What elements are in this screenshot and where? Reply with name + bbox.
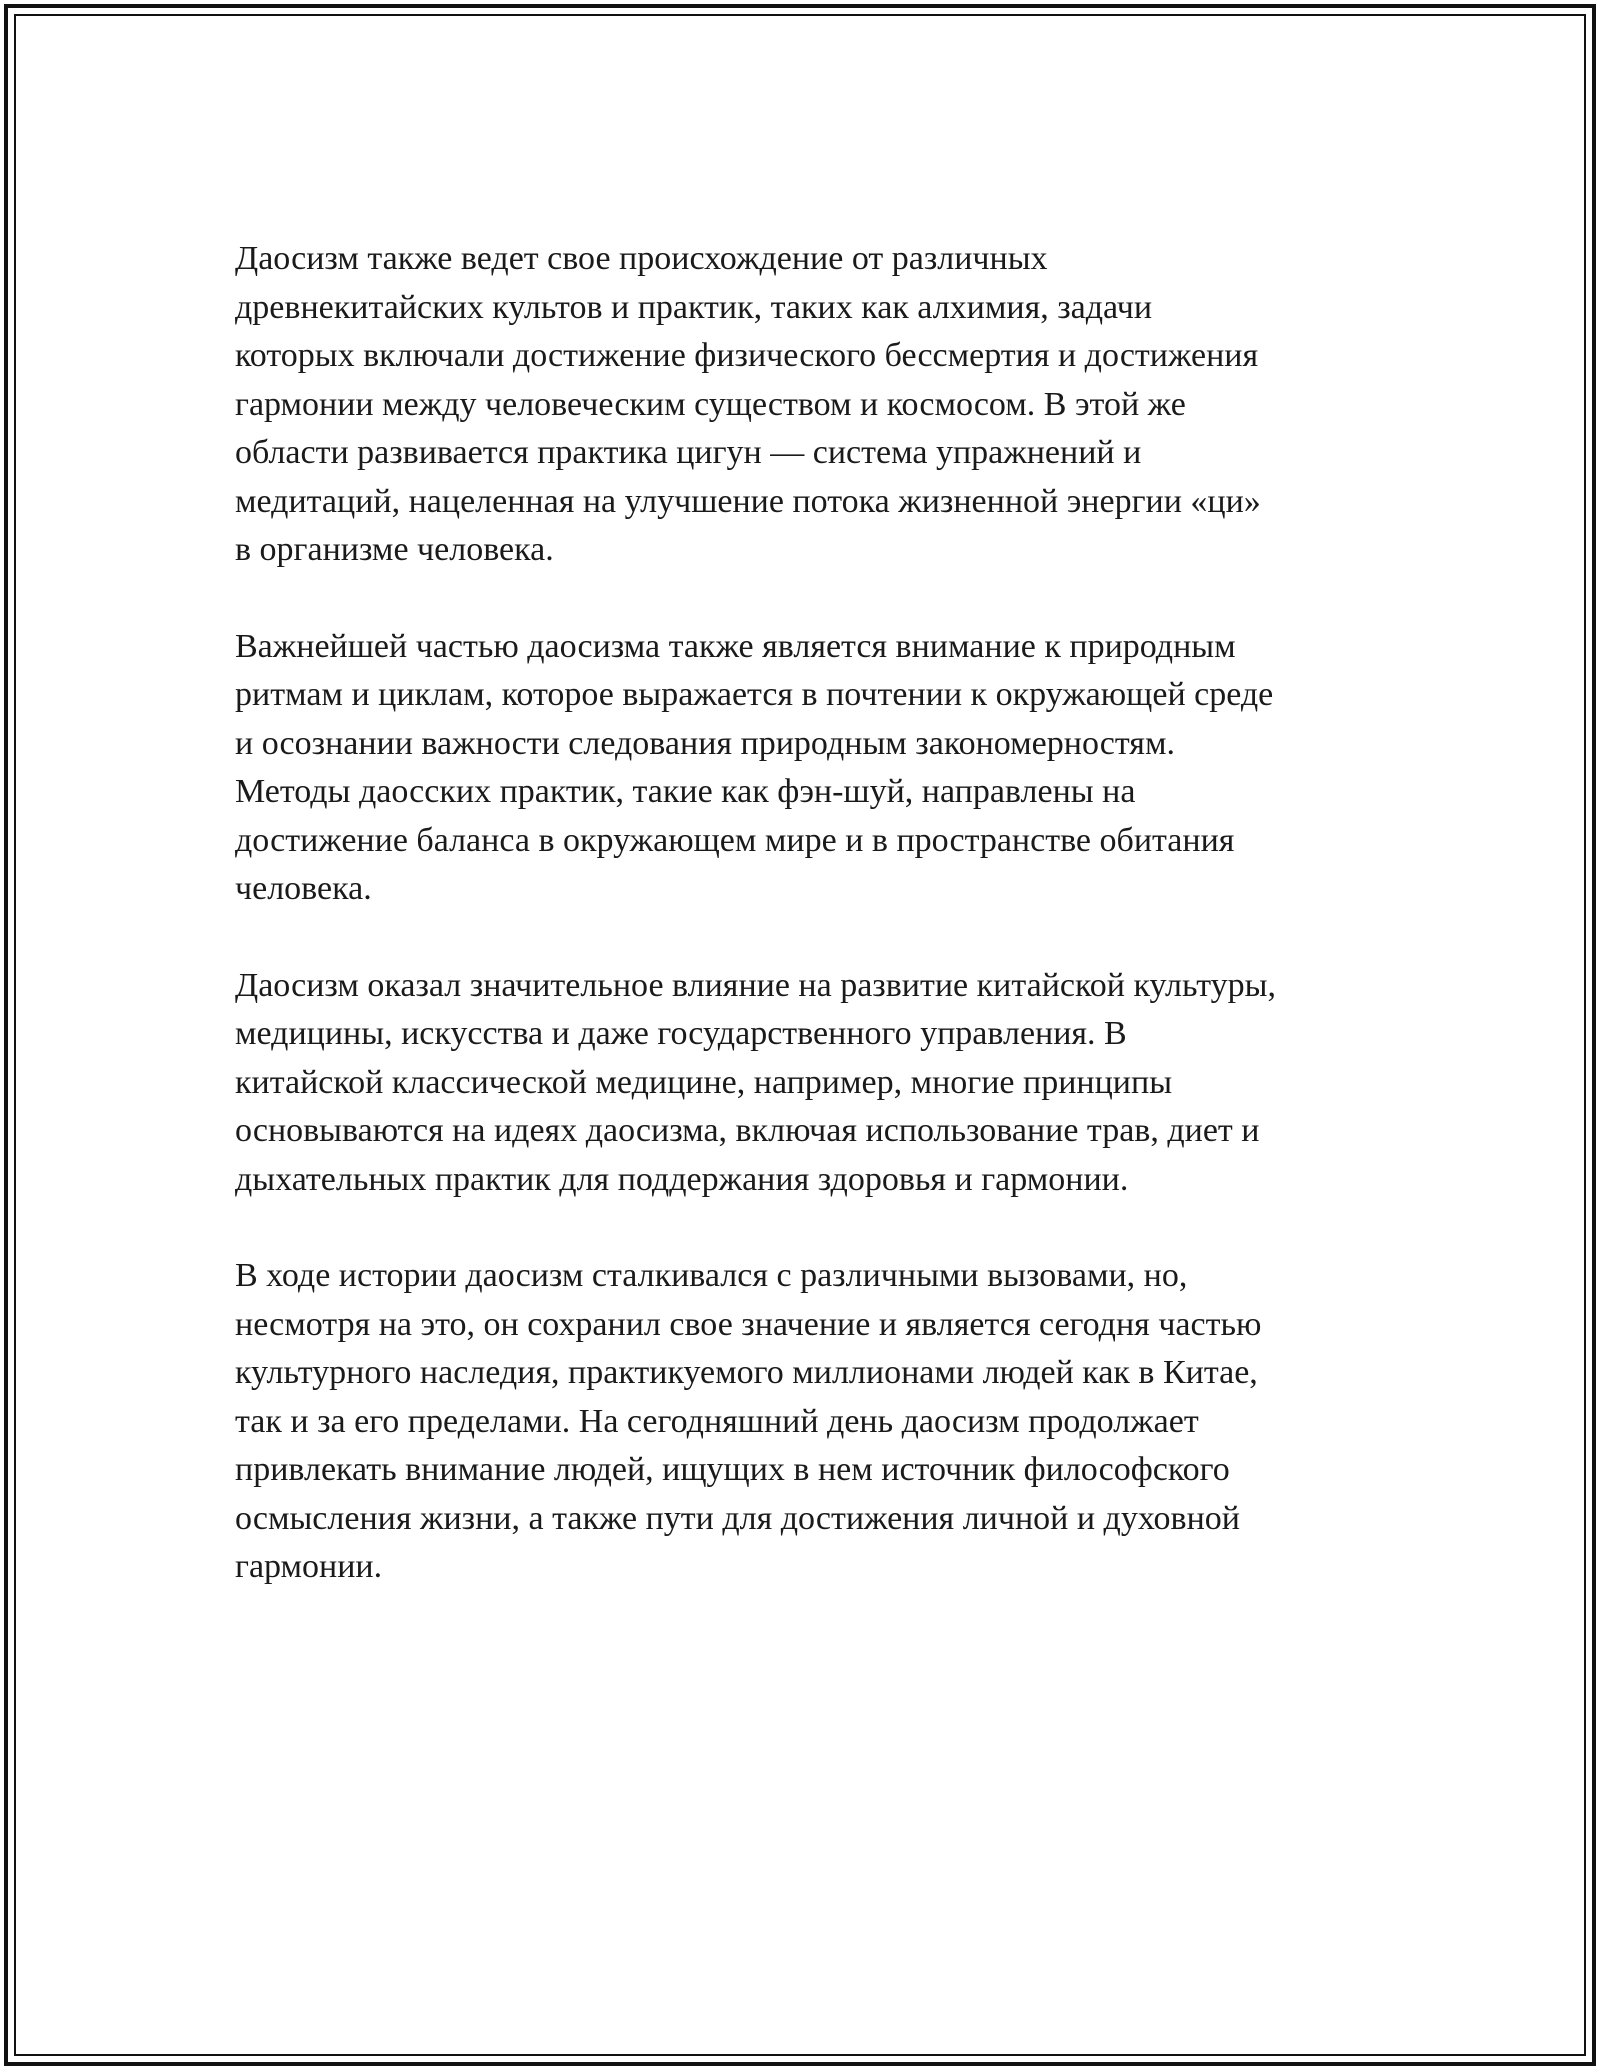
- text-line: гармонии между человеческим существом и космосом. В этой же: [235, 385, 1186, 423]
- text-line: древнекитайских культов и практик, таких как алхимия, задачи: [235, 288, 1153, 326]
- text-line: в организме человека.: [235, 531, 554, 568]
- paragraph-2: [235, 623, 1385, 914]
- text-line: Методы даосских практик, такие как фэн-шуй, направлены на: [235, 773, 1136, 810]
- text-line: Даосизм оказал значительное влияние на развитие китайской культуры,: [235, 966, 1276, 1004]
- document-body: [235, 235, 1385, 1640]
- text-line: основываются на идеях даосизма, включая использование трав, диет и: [235, 1112, 1260, 1149]
- text-line: медицины, искусства и даже государственного управления. В: [235, 1015, 1127, 1052]
- paragraph-1: [235, 235, 1385, 575]
- text-line: гармонии.: [235, 1548, 383, 1585]
- text-line: привлекать внимание людей, ищущих в нем источник философского: [235, 1451, 1230, 1488]
- text-line: так и за его пределами. На сегодняшний день даосизм продолжает: [235, 1402, 1199, 1440]
- text-line: и осознании важности следования природным закономерностям.: [235, 724, 1175, 762]
- text-line: ритмам и циклам, которое выражается в почтении к окружающей среде: [235, 676, 1274, 713]
- text-line: осмысления жизни, а также пути для достижения личной и духовной: [235, 1499, 1240, 1537]
- text-line: дыхательных практик для поддержания здоровья и гармонии.: [235, 1160, 1129, 1198]
- text-line: человека.: [235, 870, 372, 907]
- text-line: которых включали достижение физического бессмертия и достижения: [235, 337, 1259, 374]
- text-line: Важнейшей частью даосизма также является внимание к природным: [235, 627, 1236, 665]
- text-line: достижение баланса в окружающем мире и в пространстве обитания: [235, 821, 1235, 859]
- text-line: В ходе истории даосизм сталкивался с различными вызовами, но,: [235, 1257, 1188, 1294]
- text-line: медитаций, нацеленная на улучшение потока жизненной энергии «ци»: [235, 482, 1261, 520]
- text-line: китайской классической медицине, например, многие принципы: [235, 1063, 1173, 1101]
- text-line: культурного наследия, практикуемого миллионами людей как в Китае,: [235, 1354, 1258, 1391]
- text-line: несмотря на это, он сохранил свое значение и является сегодня частью: [235, 1305, 1262, 1343]
- paragraph-4: [235, 1252, 1385, 1592]
- text-line: области развивается практика цигун — система упражнений и: [235, 434, 1142, 471]
- paragraph-3: [235, 962, 1385, 1205]
- text-line: Даосизм также ведет свое происхождение от различных: [235, 240, 1048, 277]
